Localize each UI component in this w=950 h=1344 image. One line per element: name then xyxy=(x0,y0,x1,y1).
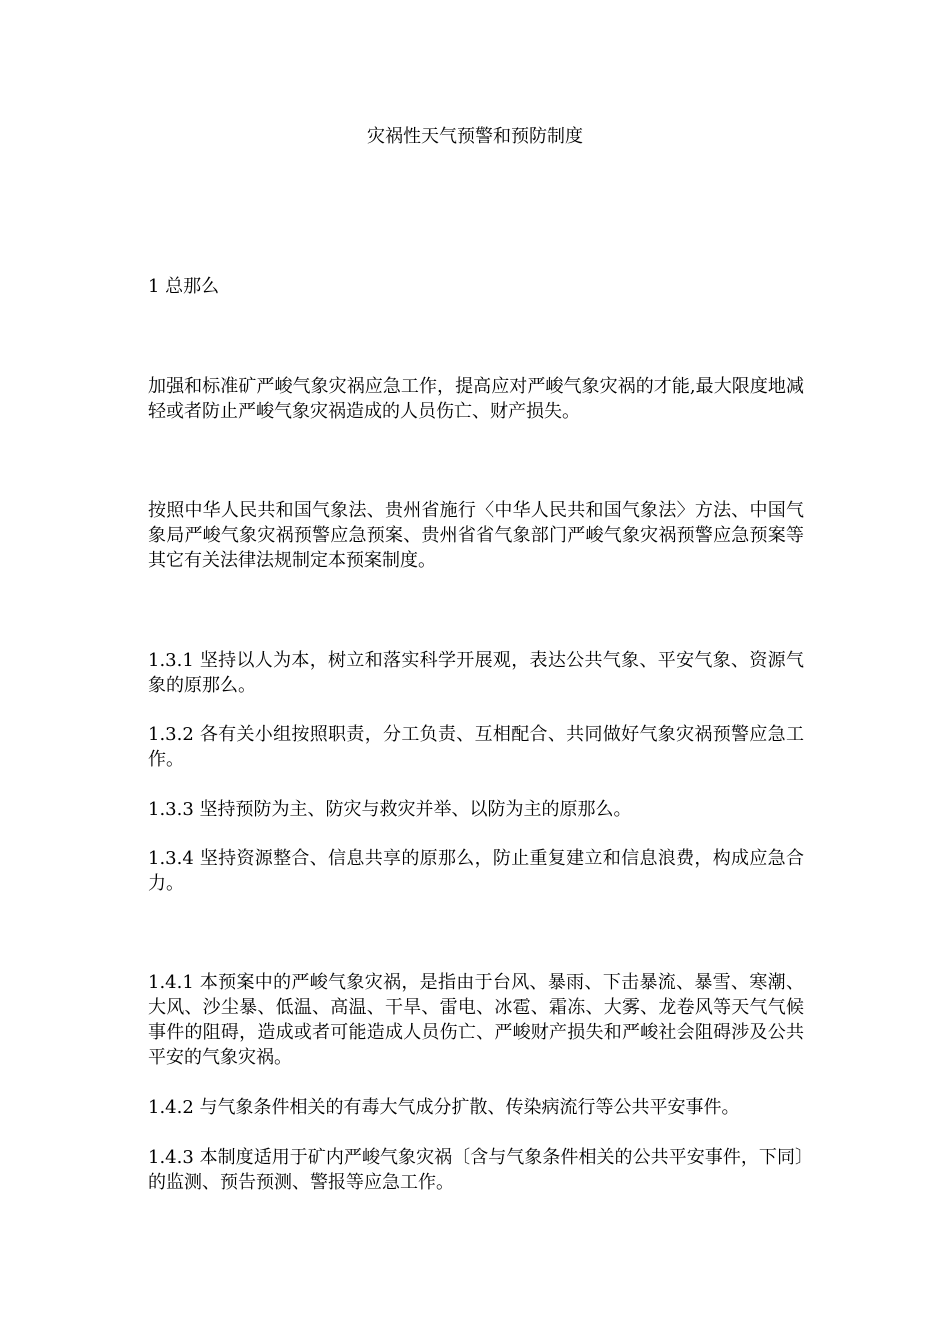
paragraph-1-3-2: 1.3.2 各有关小组按照职责，分工负责、互相配合、共同做好气象灾祸预警应急工作。 xyxy=(148,724,804,770)
paragraph-basis: 按照中华人民共和国气象法、贵州省施行〈中华人民共和国气象法〉方法、中国气象局严峻气象灾祸预警应急预案、贵州省省气象部门严峻气象灾祸预警应急预案等其它有关法律法规制定本预案制度。 xyxy=(148,500,804,571)
document-title: 灾祸性天气预警和预防制度 xyxy=(367,126,583,147)
paragraph-1-4-2: 1.4.2 与气象条件相关的有毒大气成分扩散、传染病流行等公共平安事件。 xyxy=(148,1097,740,1118)
paragraph-1-3-4: 1.3.4 坚持资源整合、信息共享的原那么，防止重复建立和信息浪费，构成应急合力。 xyxy=(148,848,804,894)
paragraph-1-3-1: 1.3.1 坚持以人为本，树立和落实科学开展观，表达公共气象、平安气象、资源气象的原那么。 xyxy=(148,650,804,696)
paragraph-1-4-3: 1.4.3 本制度适用于矿内严峻气象灾祸〔含与气象条件相关的公共平安事件，下同〕的监测、预告预测、警报等应急工作。 xyxy=(148,1147,804,1193)
paragraph-1-3-3: 1.3.3 坚持预防为主、防灾与救灾并举、以防为主的原那么。 xyxy=(148,799,632,820)
section-heading-general: 1 总那么 xyxy=(148,276,220,297)
paragraph-1-4-1: 1.4.1 本预案中的严峻气象灾祸，是指由于台风、暴雨、下击暴流、暴雪、寒潮、大风、沙尘暴、低温、高温、干旱、雷电、冰雹、霜冻、大雾、龙卷风等天气气候事件的阻碍，造成或者可能造成人员伤亡、严峻财产损失和严峻社会阻碍涉及公共平安的气象灾祸。 xyxy=(148,972,804,1068)
paragraph-purpose: 加强和标准矿严峻气象灾祸应急工作，提高应对严峻气象灾祸的才能,最大限度地减轻或者防止严峻气象灾祸造成的人员伤亡、财产损失。 xyxy=(148,376,804,422)
